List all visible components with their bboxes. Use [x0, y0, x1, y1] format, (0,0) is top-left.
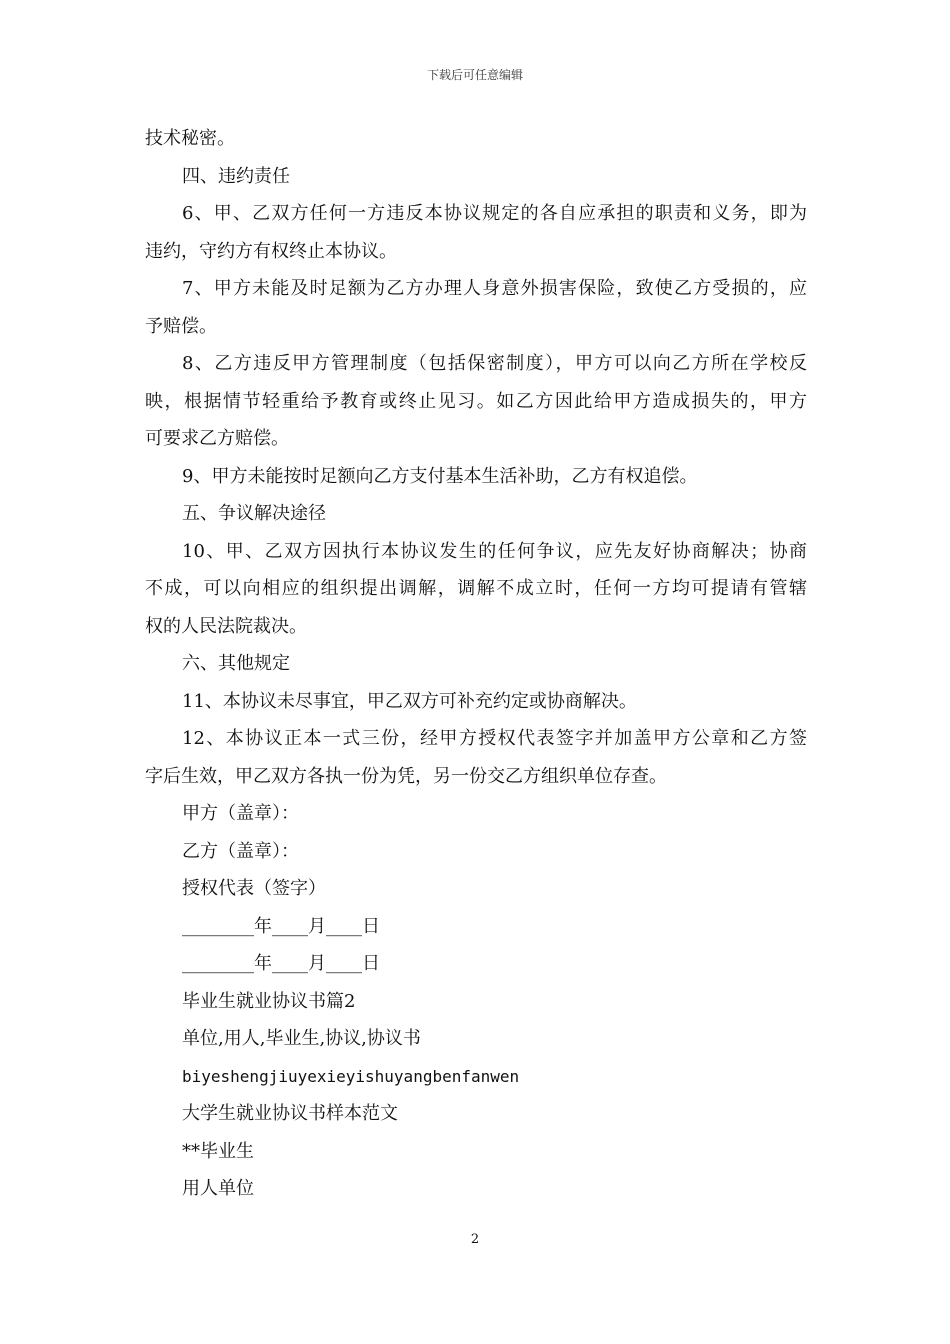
subtitle-line: 大学生就业协议书样本范文 — [182, 1103, 398, 1124]
paragraph-line: 7、甲方未能及时足额为乙方办理人身意外损害保险，致使乙方受损的，应 — [182, 278, 807, 299]
keywords-line: 单位,用人,毕业生,协议,协议书 — [182, 1028, 421, 1049]
paragraph-line: 9、甲方未能按时足额向乙方支付基本生活补助，乙方有权追偿。 — [182, 465, 698, 487]
date-line: ________年____月____日 — [182, 915, 380, 937]
paragraph-line: 权的人民法院裁决。 — [145, 615, 307, 637]
paragraph-line: 违约，守约方有权终止本协议。 — [145, 240, 397, 262]
party-a-seal-label: 甲方（盖章）： — [182, 803, 299, 824]
paragraph-line: 映，根据情节轻重给予教育或终止见习。如乙方因此给甲方造成损失的，甲方 — [145, 390, 807, 412]
document-title: 毕业生就业协议书篇2 — [182, 990, 356, 1012]
paragraph-line: 字后生效，甲乙双方各执一份为凭，另一份交乙方组织单位存查。 — [145, 765, 667, 787]
authorized-signature-label: 授权代表（签字） — [182, 878, 326, 899]
section-heading: 六、其他规定 — [182, 653, 290, 674]
page-header: 下载后可任意编辑 — [426, 68, 523, 82]
paragraph-line: 可要求乙方赔偿。 — [145, 428, 289, 449]
paragraph-line: 6、甲、乙双方任何一方违反本协议规定的各自应承担的职责和义务，即为 — [182, 203, 807, 224]
document-body — [145, 120, 807, 1208]
pinyin-line: biyeshengjiuyexieyishuyangbenfanwen — [182, 1066, 520, 1086]
section-heading: 五、争议解决途径 — [182, 503, 326, 524]
paragraph-line: 8、乙方违反甲方管理制度（包括保密制度），甲方可以向乙方所在学校反 — [182, 353, 807, 374]
paragraph-line: 予赔偿。 — [145, 315, 217, 337]
employer-label: 用人单位 — [182, 1178, 254, 1199]
page-number: 2 — [470, 1232, 480, 1247]
paragraph-line: 不成，可以向相应的组织提出调解，调解不成立时，任何一方均可提请有管辖 — [145, 578, 807, 599]
paragraph-line: 12、本协议正本一式三份，经甲方授权代表签字并加盖甲方公章和乙方签 — [182, 728, 807, 749]
paragraph-line: 11、本协议未尽事宜，甲乙双方可补充约定或协商解决。 — [182, 690, 637, 712]
party-b-seal-label: 乙方（盖章）： — [182, 840, 299, 862]
paragraph-line: 10、甲、乙双方因执行本协议发生的任何争议，应先友好协商解决；协商 — [182, 540, 807, 562]
graduate-label: **毕业生 — [182, 1140, 254, 1162]
section-heading: 四、违约责任 — [182, 165, 290, 187]
paragraph-line: 技术秘密。 — [145, 128, 235, 149]
date-line: ________年____月____日 — [182, 953, 380, 974]
